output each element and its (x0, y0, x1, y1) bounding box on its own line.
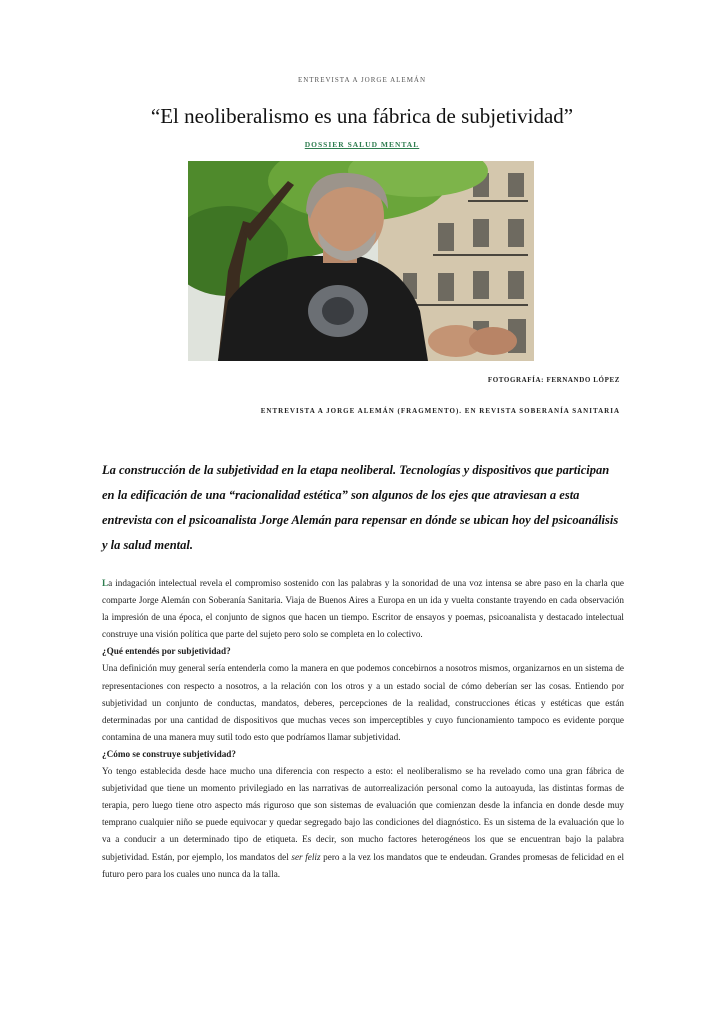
photo-credit: FOTOGRAFÍA: FERNANDO LÓPEZ (487, 376, 620, 384)
source-note: ENTREVISTA A JORGE ALEMÁN (FRAGMENTO). EN REVISTA SOBERANÍA SANITARIA (260, 407, 620, 415)
question-1: ¿Qué entendés por subjetividad? (102, 646, 231, 657)
article-body (102, 575, 624, 883)
interview-portrait-image (188, 161, 534, 361)
answer-2-part-1: Yo tengo establecida desde hace mucho una diferencia con respecto a esto: el neoliberalismo se ha revelado como una gran fábrica de subjetividad que tiene un momento privilegiado en las narrativas de autorrealización personal como la autoayuda, las distintas formas de terapia, pero luego tiene otro aspecto más riguroso que son sistemas de evaluación que comienzan desde la infancia en donde desde muy temprano cualquier niño se puede equivocar y quedar segregado bajo las condiciones del diagnóstico. Es un sistema de la evaluación que lo va a conducir a un determinado tipo de etiqueta. Es decir, son mucho factores heterogéneos los que se encuentran bajo la palabra subjetividad. Están, por ejemplo, los mandatos del (102, 766, 624, 862)
answer-2-part-2: pero a la vez los mandatos que te endeudan. Grandes promesas de felicidad en el futuro pero para los cuales uno nunca da la talla. (102, 851, 625, 879)
question-2: ¿Cómo se construye subjetividad? (102, 748, 236, 759)
answer-2-emphasis: ser feliz (291, 851, 321, 862)
dossier-link[interactable]: DOSSIER SALUD MENTAL (304, 140, 420, 149)
article-photo (188, 161, 534, 361)
intro-paragraph (102, 575, 624, 643)
article-title: “El neoliberalismo es una fábrica de subjetividad” (150, 104, 574, 128)
article-kicker: ENTREVISTA A JORGE ALEMÁN (297, 76, 427, 84)
answer-1: Una definición muy general sería entenderla como la manera en que podemos concebirnos a nosotros mismos, organizarnos en un sistema de representaciones con respecto a nosotros, a la relación con los otros y a un estado social de cómo deberían ser las cosas. Entiendo por subjetividad un conjunto de conductas, mandatos, deberes, percepciones de la realidad, construcciones éticas y estéticas que están determinadas por una cantidad de dispositivos que muchas veces son imperceptibles y cuyo funcionamiento tampoco es evidente porque contamina de una manera muy sutil todo esto que podríamos llamar subjetividad. (102, 663, 624, 742)
lead-paragraph: La construcción de la subjetividad en la etapa neoliberal. Tecnologías y dispositivos que participan en la edificación de una “racionalidad estética” son algunos de los ejes que atraviesan a esta entrevista con el psicoanalista Jorge Alemán para repensar en dónde se ubican hoy del psicoanálisis y la salud mental. (102, 463, 619, 552)
drop-cap: L (102, 578, 109, 588)
answer-2 (102, 763, 624, 883)
intro-text: a indagación intelectual revela el compromiso sostenido con las palabras y la sonoridad de una voz intensa se abre paso en la charla que comparte Jorge Alemán con Soberanía Sanitaria. Viaja de Buenos Aires a Europa en un ida y vuelta constante trayendo en cada observación la impresión de una época, el conjunto de signos que hacen un tiempo. Escritor de ensayos y poemas, psicoanalista y destacado intelectual construye una visión política que parte del sujeto pero solo se completa en lo colectivo. (102, 578, 624, 640)
dossier-section (0, 140, 724, 149)
